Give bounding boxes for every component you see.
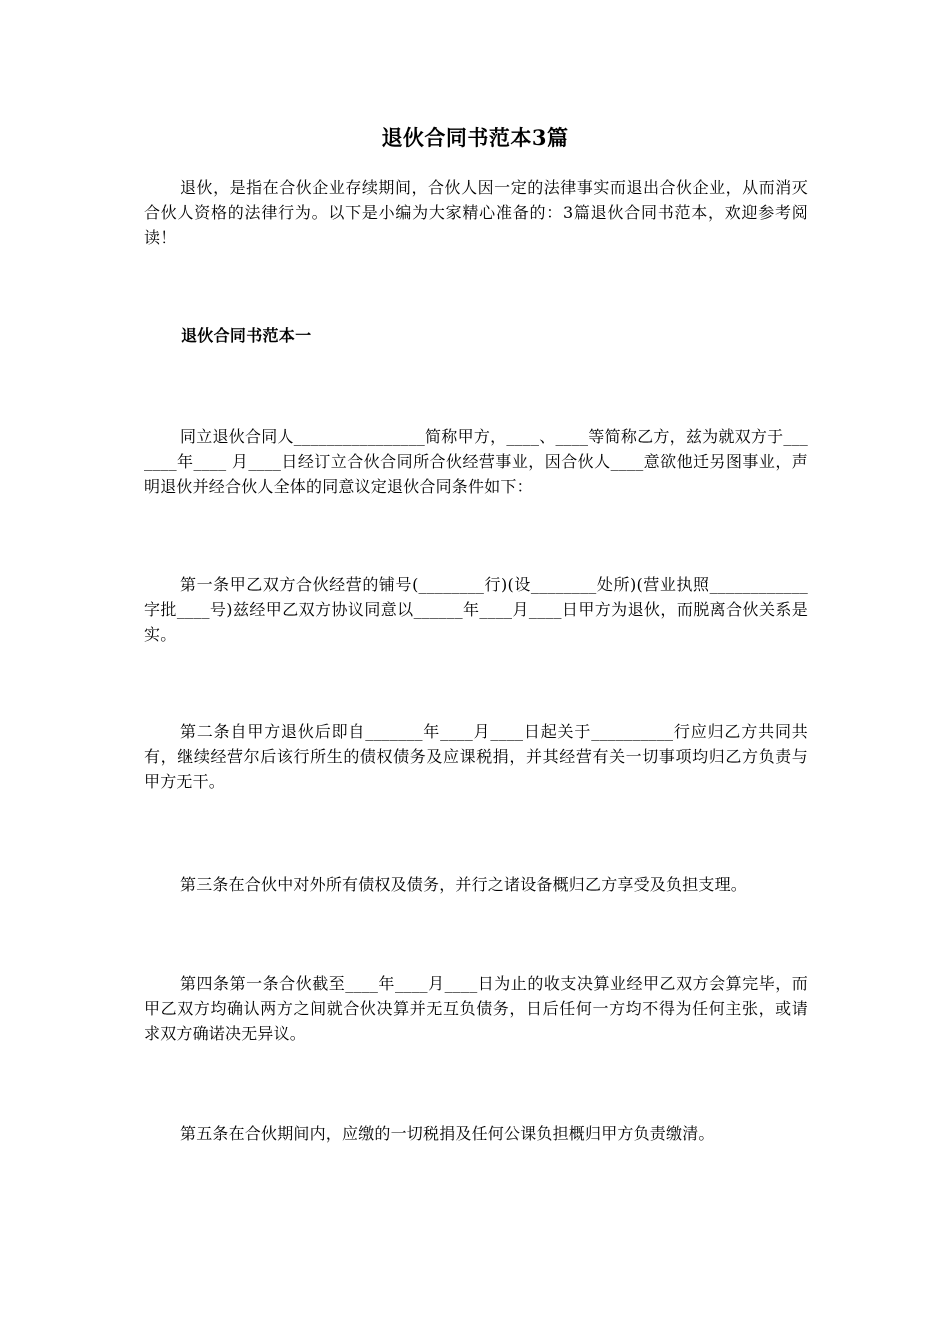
intro-paragraph: 退伙，是指在合伙企业存续期间，合伙人因一定的法律事实而退出合伙企业，从而消灭合伙人资格的法律行为。以下是小编为大家精心准备的：3篇退伙合同书范本，欢迎参考阅读！	[144, 178, 808, 247]
article-5-paragraph: 第五条在合伙期间内，应缴的一切税捐及任何公课负担概归甲方负责缴清。	[180, 1124, 715, 1143]
preamble-paragraph: 同立退伙合同人________________简称甲方，____、____等简称乙方，兹为就双方于_______年____ 月____日经订立合伙合同所合伙经营事业，因合伙人____意欲他迁另图事业，声明退伙并经合伙人全体的同意议定退伙合同条件如下：	[144, 427, 808, 496]
section-heading: 退伙合同书范本一	[181, 326, 312, 345]
document-title: 退伙合同书范本3篇	[381, 125, 569, 150]
article-3-paragraph: 第三条在合伙中对外所有债权及债务，并行之诸设备概归乙方享受及负担支理。	[180, 875, 748, 894]
article-4-paragraph: 第四条第一条合伙截至____年____月____日为止的收支决算业经甲乙双方会算完毕，而甲乙双方均确认两方之间就合伙决算并无互负债务，日后任何一方均不得为任何主张，或请求双方确诺决无异议。	[144, 974, 808, 1043]
article-1-paragraph: 第一条甲乙双方合伙经营的铺号(________行)(设________处所)(营业执照____________字批____号)兹经甲乙双方协议同意以______年____月____日甲方为退伙，而脱离合伙关系是实。	[144, 575, 808, 644]
article-2-paragraph: 第二条自甲方退伙后即自_______年____月____日起关于__________行应归乙方共同共有，继续经营尔后该行所生的债权债务及应课税捐，并其经营有关一切事项均归乙方负责与甲方无干。	[144, 722, 808, 791]
